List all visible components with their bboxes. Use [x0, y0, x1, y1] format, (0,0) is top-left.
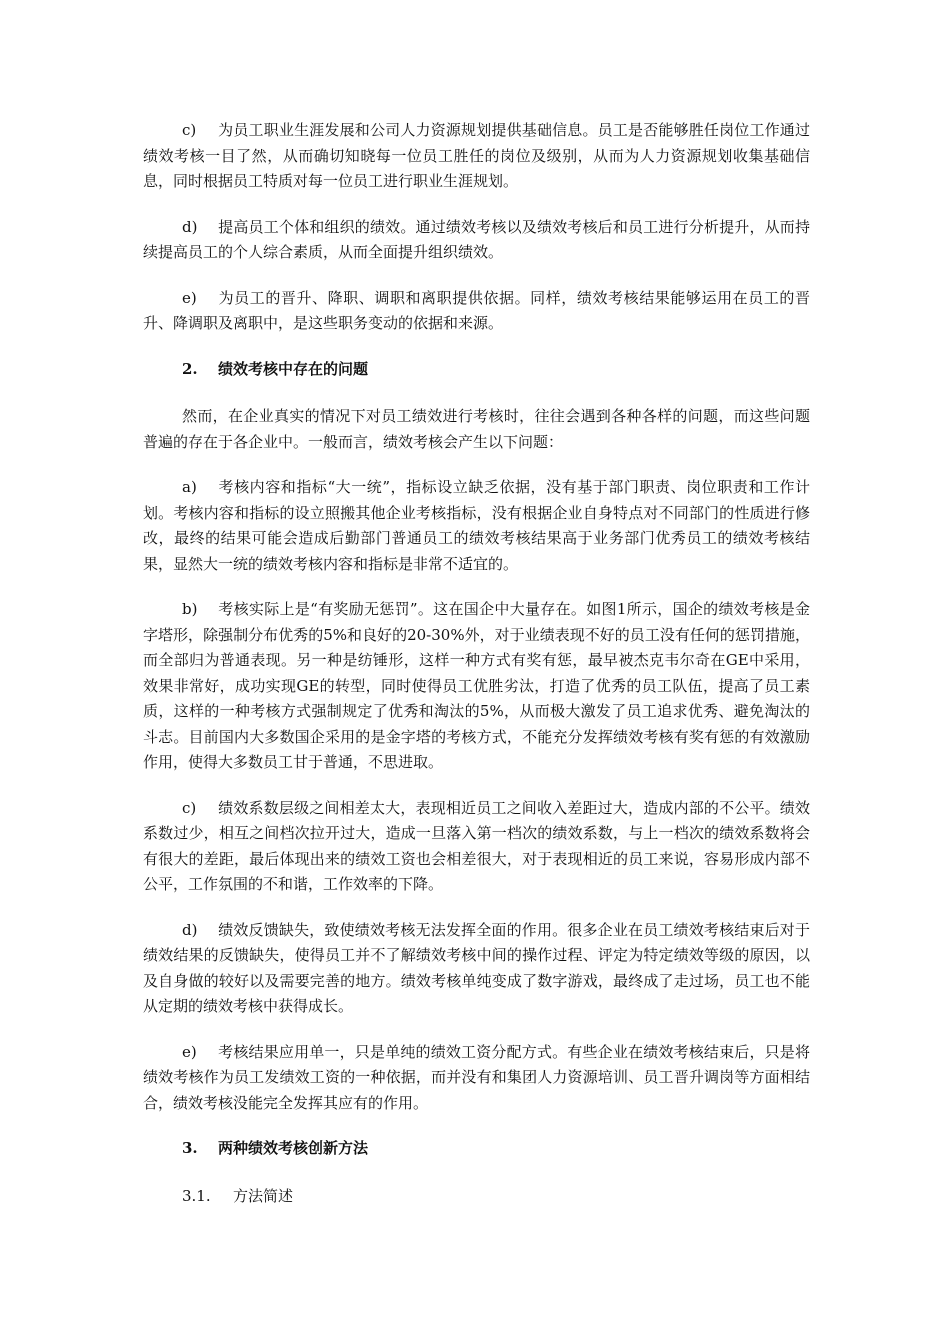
section-2-intro: 然而，在企业真实的情况下对员工绩效进行考核时，往往会遇到各种各样的问题，而这些问题普遍的存在于各企业中。一般而言，绩效考核会产生以下问题：: [143, 407, 810, 451]
paragraph-text: 考核结果应用单一，只是单纯的绩效工资分配方式。有些企业在绩效考核结束后，只是将绩效考核作为员工发绩效工资的一种依据，而并没有和集团人力资源培训、员工晋升调岗等方面相结合，绩效考核没能完全发挥其应有的作用。: [143, 1042, 810, 1112]
problem-item-a: [143, 475, 810, 577]
section-2-heading: [182, 357, 810, 383]
list-marker: d): [182, 217, 198, 236]
list-marker: e): [182, 288, 197, 307]
subsection-title: 方法简述: [233, 1186, 294, 1205]
document-body: [143, 118, 810, 1229]
section-title: 两种绩效考核创新方法: [218, 1139, 369, 1157]
list-marker: b): [182, 600, 198, 618]
list-marker: c): [182, 798, 197, 817]
paragraph-text: 考核实际上是“有奖励无惩罚”。这在国企中大量存在。如图1所示，国企的绩效考核是金字塔形，除强制分布优秀的5%和良好的20-30%外，对于业绩表现不好的员工没有任何的惩罚措施，而全部归为普通表现。另一种是纺锤形，这样一种方式有奖有惩，最早被杰克韦尔奇在GE中采用，效果非常好，成功实现GE的转型，同时使得员工优胜劣汰，打造了优秀的员工队伍，提高了员工素质，这样的一种考核方式强制规定了优秀和淘汰的5%，从而极大激发了员工追求优秀、避免淘汰的斗志。目前国内大多数国企采用的是金字塔的考核方式，不能充分发挥绩效考核有奖有惩的有效激励作用，使得大多数员工甘于普通，不思进取。: [143, 600, 810, 771]
paragraph-c: [143, 118, 810, 195]
problem-item-d: [143, 918, 810, 1020]
problem-item-b: [143, 597, 810, 776]
section-number: 2.: [182, 359, 198, 378]
paragraph-text: 绩效反馈缺失，致使绩效考核无法发挥全面的作用。很多企业在员工绩效考核结束后对于绩效结果的反馈缺失，使得员工并不了解绩效考核中间的操作过程、评定为特定绩效等级的原因，以及自身做的较好以及需要完善的地方。绩效考核单纯变成了数字游戏，最终成了走过场，员工也不能从定期的绩效考核中获得成长。: [143, 920, 810, 1015]
paragraph-e: [143, 286, 810, 337]
section-3-heading: [182, 1136, 810, 1162]
subsection-3-1-heading: [182, 1184, 810, 1210]
subsection-number: 3.1.: [182, 1186, 211, 1205]
list-marker: c): [182, 121, 197, 139]
list-marker: d): [182, 920, 198, 939]
paragraph-text: 绩效系数层级之间相差太大，表现相近员工之间收入差距过大，造成内部的不公平。绩效系数过少，相互之间档次拉开过大，造成一旦落入第一档次的绩效系数，与上一档次的绩效系数将会有很大的差距，最后体现出来的绩效工资也会相差很大，对于表现相近的员工来说，容易形成内部不公平，工作氛围的不和谐，工作效率的下降。: [143, 798, 810, 893]
paragraph-text: 考核内容和指标“大一统”，指标设立缺乏依据，没有基于部门职责、岗位职责和工作计划。考核内容和指标的设立照搬其他企业考核指标，没有根据企业自身特点对不同部门的性质进行修改，最终的结果可能会造成后勤部门普通员工的绩效考核结果高于业务部门优秀员工的绩效考核结果，显然大一统的绩效考核内容和指标是非常不适宜的。: [143, 478, 810, 573]
section-number: 3.: [182, 1139, 198, 1157]
paragraph-text: 为员工职业生涯发展和公司人力资源规划提供基础信息。员工是否能够胜任岗位工作通过绩效考核一目了然，从而确切知晓每一位员工胜任的岗位及级别，从而为人力资源规划收集基础信息，同时根据员工特质对每一位员工进行职业生涯规划。: [143, 121, 810, 190]
section-title: 绩效考核中存在的问题: [218, 359, 369, 378]
list-marker: e): [182, 1042, 197, 1061]
paragraph-d: [143, 215, 810, 266]
problem-item-e: [143, 1040, 810, 1117]
paragraph-text: 为员工的晋升、降职、调职和离职提供依据。同样，绩效考核结果能够运用在员工的晋升、降调职及离职中，是这些职务变动的依据和来源。: [143, 288, 810, 332]
paragraph-text: 提高员工个体和组织的绩效。通过绩效考核以及绩效考核后和员工进行分析提升，从而持续提高员工的个人综合素质，从而全面提升组织绩效。: [143, 217, 810, 261]
problem-item-c: [143, 796, 810, 898]
list-marker: a): [182, 478, 197, 496]
